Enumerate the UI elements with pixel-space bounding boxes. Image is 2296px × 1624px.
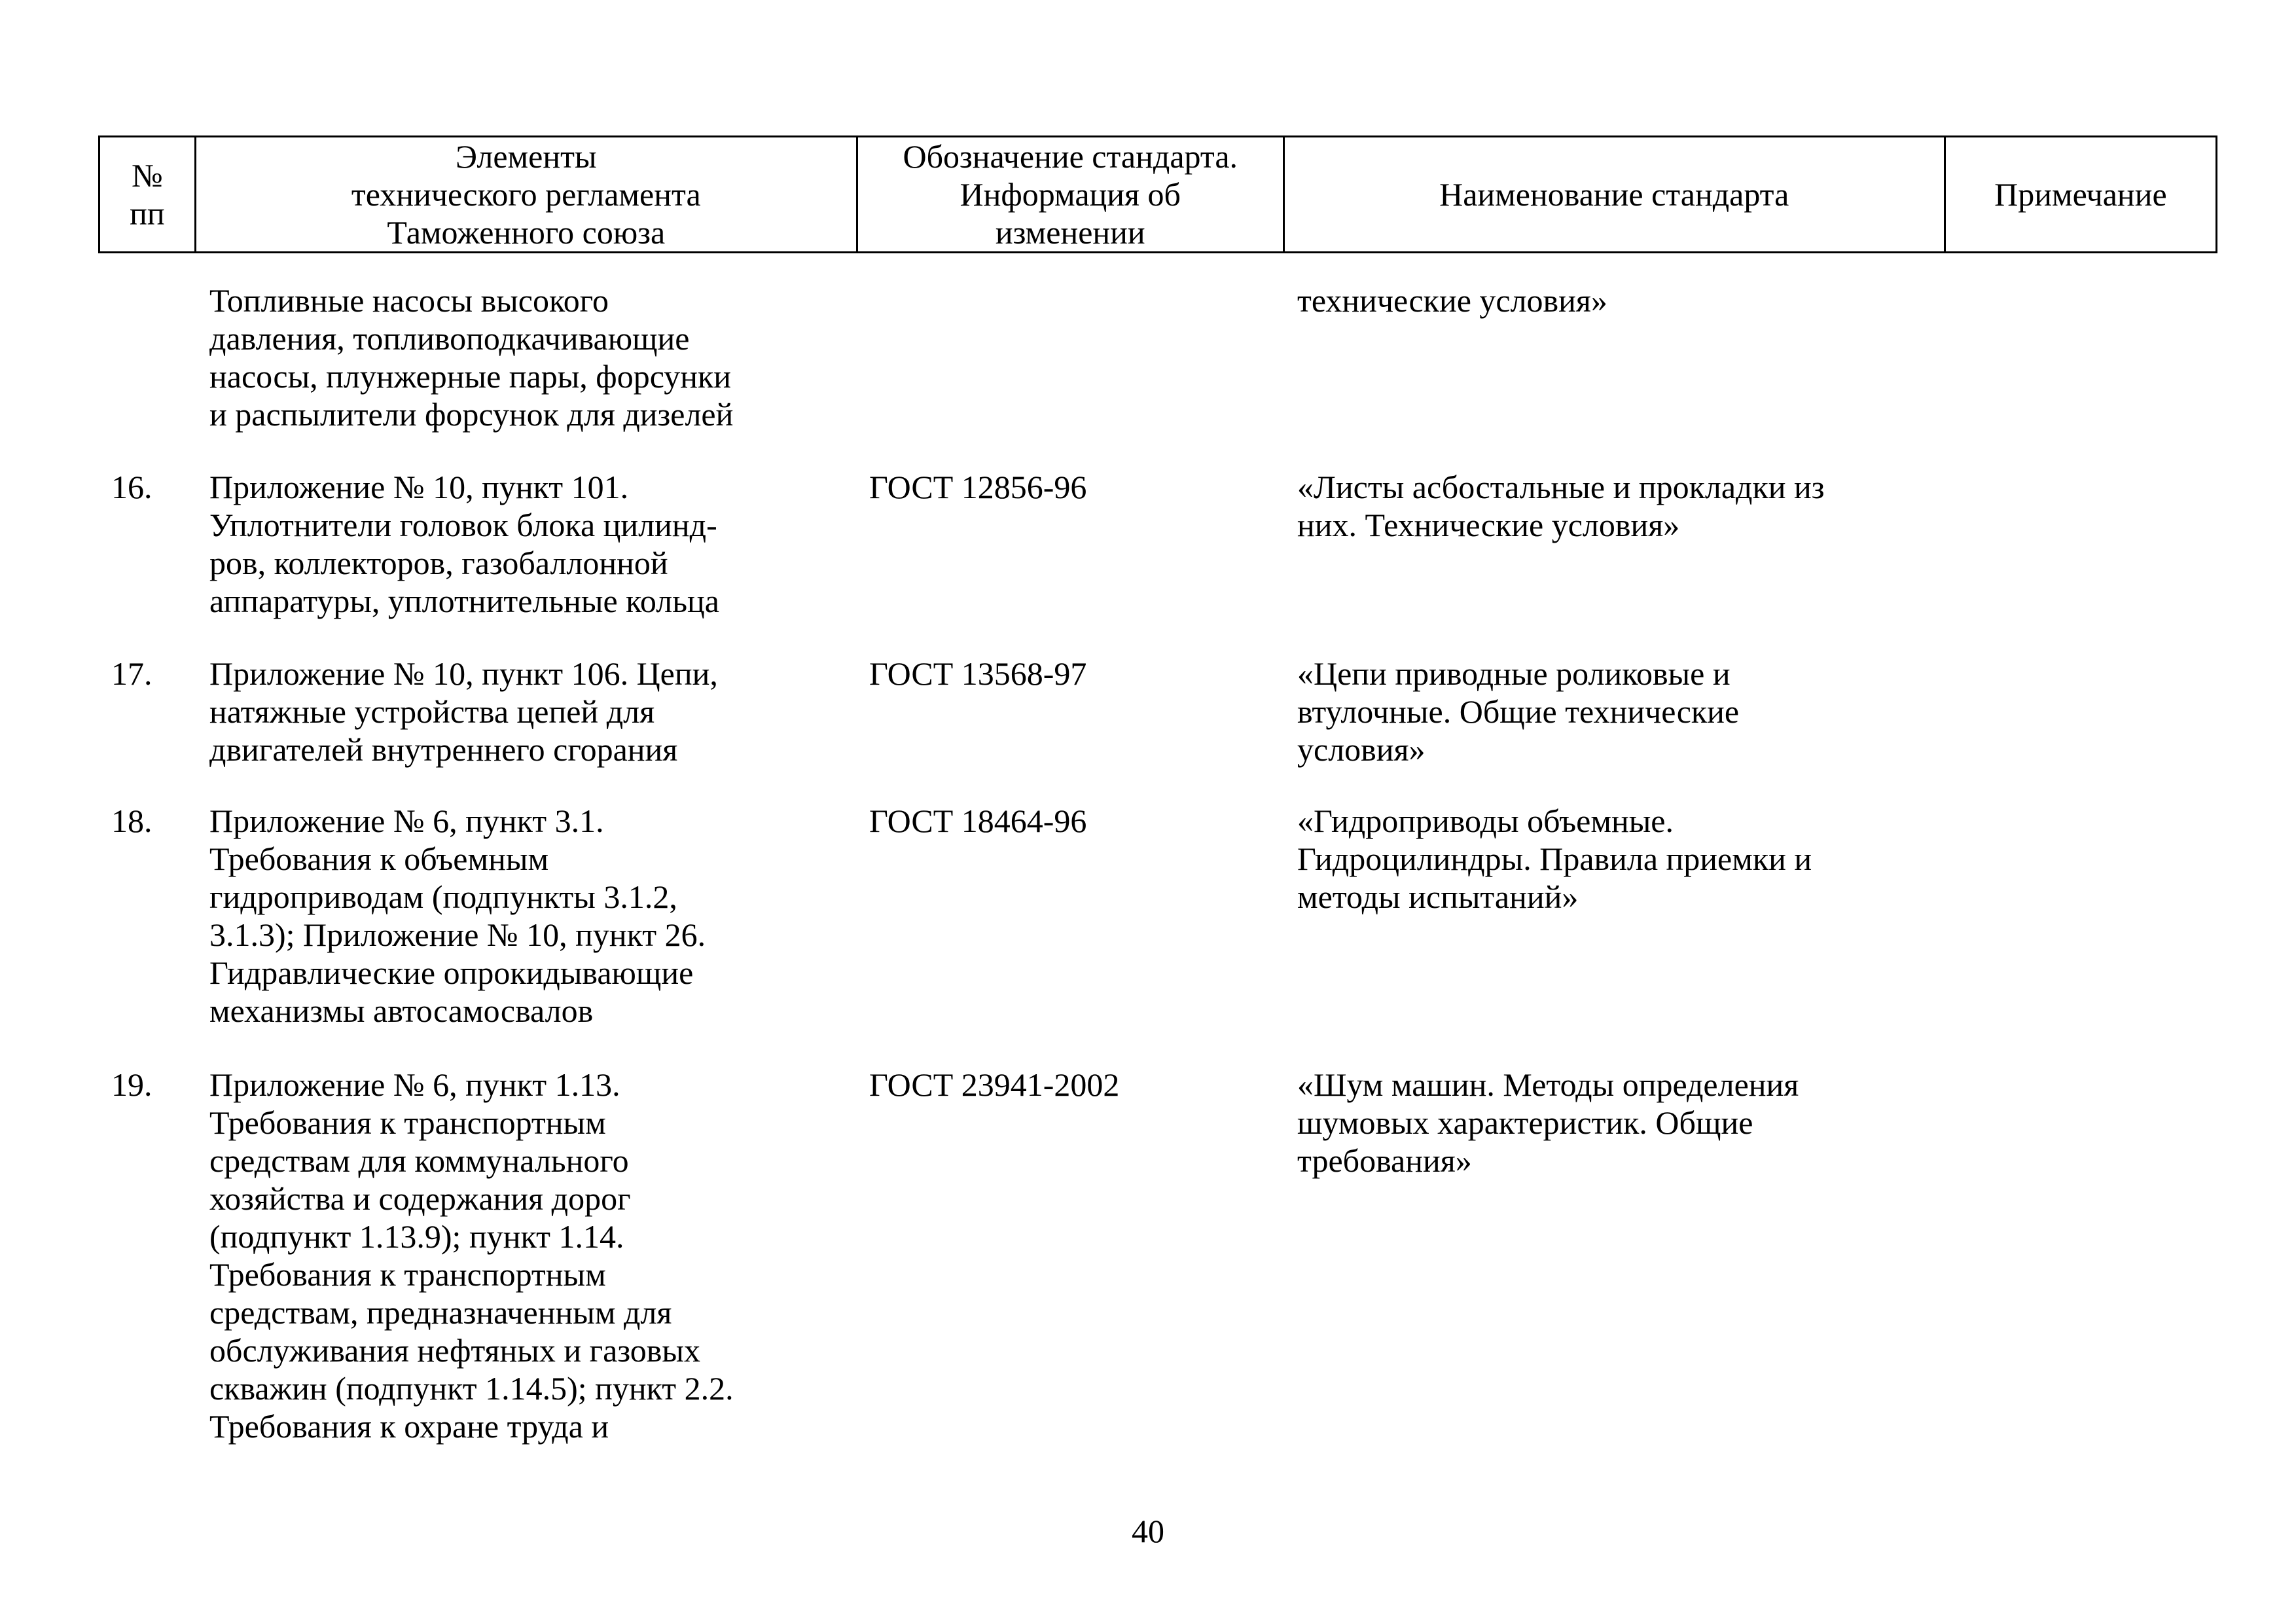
row-standard-name: «Листы асбостальные и прокладки из них. Технические условия» (1297, 469, 1825, 543)
header-standard-designation: Обозначение стандарта. Информация об изменении (858, 137, 1285, 251)
row-standard: ГОСТ 13568-97 (869, 655, 1087, 692)
row-standard: ГОСТ 23941-2002 (869, 1066, 1120, 1103)
header-note: Примечание (1994, 176, 2167, 213)
row-elements: Приложение № 6, пункт 3.1. Требования к объемным гидроприводам (подпункты 3.1.2, 3.1.3); Приложение № 10, пункт 26. Гидравлические опрокидывающие механизмы автосамосвалов (209, 803, 706, 1029)
row-standard-name: «Шум машин. Методы определения шумовых характеристик. Общие требования» (1297, 1066, 1799, 1179)
header-elements: Элементы технического регламента Таможенного союза (196, 137, 858, 251)
row-elements: Приложение № 6, пункт 1.13. Требования к транспортным средствам для коммунального хозяйства и содержания дорог (подпункт 1.13.9); пункт 1.14. Требования к транспортным средствам, предназначенным для обслуживания нефтяных и газовых скважин (подпункт 1.14.5); пункт 2.2. Требования к охране труда и (209, 1066, 734, 1445)
row-elements: Приложение № 10, пункт 101. Уплотнители головок блока цилинд- ров, коллекторов, газобаллонной аппаратуры, уплотнительные кольца (209, 469, 719, 619)
table-header (98, 135, 2217, 253)
header-standard-name: Наименование стандарта (1285, 137, 1946, 251)
row-number: 18. (111, 803, 152, 839)
row-elements: Приложение № 10, пункт 106. Цепи, натяжные устройства цепей для двигателей внутреннего сгорания (209, 655, 718, 768)
row-number: 17. (111, 655, 152, 692)
page-number: 40 (1132, 1513, 1164, 1549)
header-number: № пп (100, 137, 196, 251)
row-standard-name: «Цепи приводные роликовые и втулочные. Общие технические условия» (1297, 655, 1740, 768)
row-number: 19. (111, 1066, 152, 1103)
row-standard: ГОСТ 18464-96 (869, 803, 1087, 839)
row-standard: ГОСТ 12856-96 (869, 469, 1087, 505)
row-standard-name: «Гидроприводы объемные. Гидроцилиндры. Правила приемки и методы испытаний» (1297, 803, 1812, 915)
row-number: 16. (111, 469, 152, 505)
row-standard-name: технические условия» (1297, 282, 1607, 319)
row-elements: Топливные насосы высокого давления, топливоподкачивающие насосы, плунжерные пары, форсунки и распылители форсунок для дизелей (209, 282, 734, 433)
